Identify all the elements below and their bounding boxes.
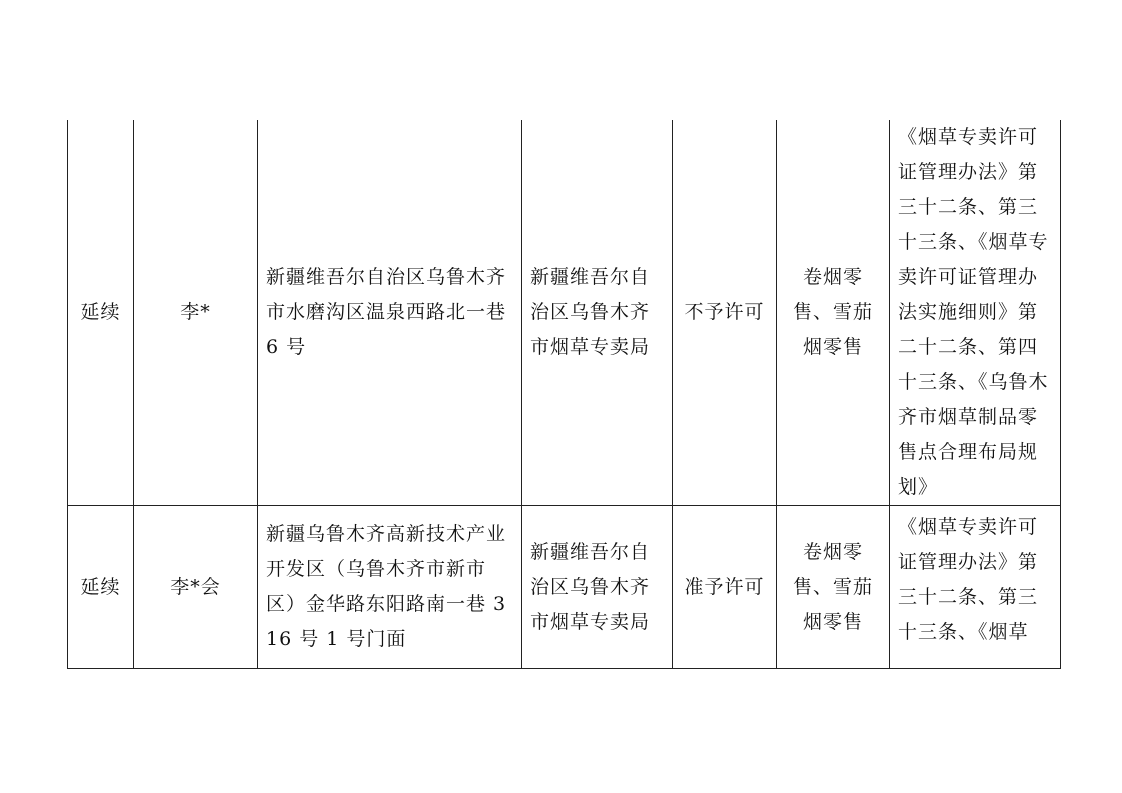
cell-authority: 新疆维吾尔自治区乌鲁木齐市烟草专卖局 bbox=[522, 506, 673, 669]
cell-scope: 卷烟零售、雪茄烟零售 bbox=[777, 120, 890, 506]
table-row bbox=[68, 120, 1061, 506]
cell-basis bbox=[890, 506, 1061, 669]
cell-address: 新疆维吾尔自治区乌鲁木齐市水磨沟区温泉西路北一巷 6 号 bbox=[258, 120, 522, 506]
permit-table bbox=[67, 120, 1061, 669]
cell-name: 李*会 bbox=[134, 506, 258, 669]
cell-decision: 不予许可 bbox=[673, 120, 777, 506]
table-row bbox=[68, 506, 1061, 669]
cell-type: 延续 bbox=[68, 506, 134, 669]
cell-authority: 新疆维吾尔自治区乌鲁木齐市烟草专卖局 bbox=[522, 120, 673, 506]
cell-name: 李* bbox=[134, 120, 258, 506]
cell-basis-text: 《烟草专卖许可证管理办法》第三十二条、第三十三条、《烟草 bbox=[898, 516, 1039, 643]
cell-address: 新疆乌鲁木齐高新技术产业开发区（乌鲁木齐市新市区）金华路东阳路南一巷 316 号 1 号门面 bbox=[258, 506, 522, 669]
cell-decision: 准予许可 bbox=[673, 506, 777, 669]
cell-basis-text: 《烟草专卖许可证管理办法》第三十二条、第三十三条、《烟草专卖许可证管理办法实施细则》第二十二条、第四十三条、《乌鲁木齐市烟草制品零售点合理布局规划》 bbox=[898, 126, 1049, 498]
cell-scope: 卷烟零售、雪茄烟零售 bbox=[777, 506, 890, 669]
cell-type: 延续 bbox=[68, 120, 134, 506]
cell-basis bbox=[890, 120, 1061, 506]
